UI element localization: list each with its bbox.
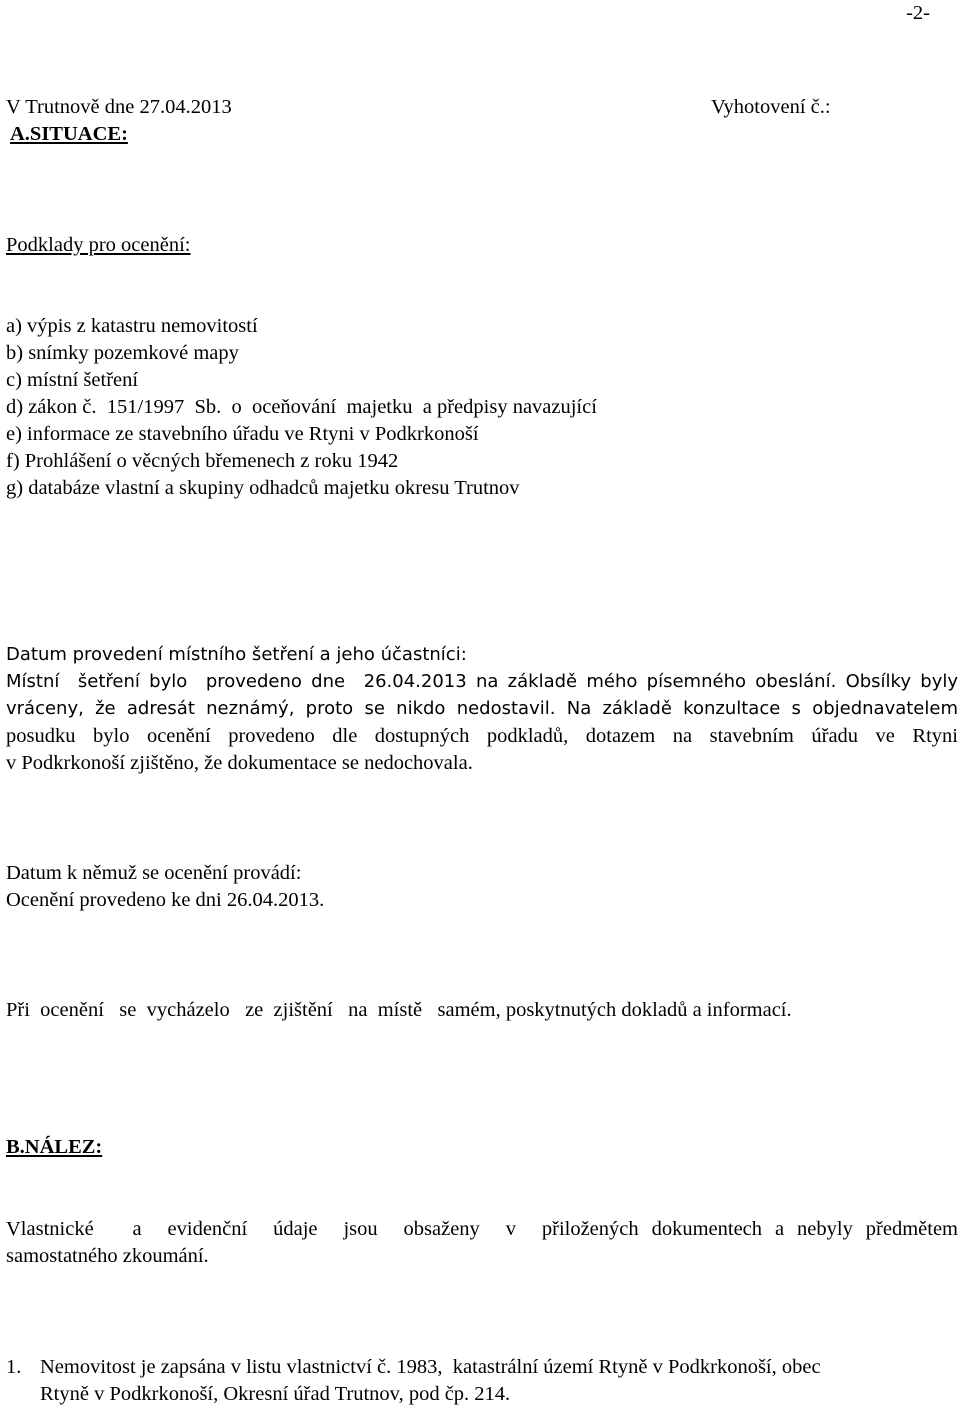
basis-heading: Podklady pro ocenění: (6, 234, 191, 256)
ownership-line-2: samostatného zkoumání. (6, 1245, 209, 1268)
section-b-title: B.NÁLEZ: (6, 1136, 103, 1158)
inspection-line-3: posudku bylo ocenění provedeno dle dostupných podkladů, dotazem na stavebním úřadu ve Rtyni (6, 724, 958, 747)
inspection-line-2: vráceny, že adresát neznámý, proto se nikdo nedostavil. Na základě konzultace s objednavatelem (6, 698, 958, 720)
valuation-date-heading: Datum k němuž se ocenění provádí: (6, 862, 302, 884)
findings-basis: Při ocenění se vycházelo ze zjištění na místě samém, poskytnutých dokladů a informací. (6, 999, 792, 1021)
basis-item-e: e) informace ze stavebního úřadu ve Rtyni v Podkrkonoší (6, 423, 479, 445)
basis-item-a: a) výpis z katastru nemovitostí (6, 315, 258, 337)
item-line-1: Nemovitost je zapsána v listu vlastnictví č. 1983, katastrální území Rtyně v Podkrkonoší, obec (40, 1356, 821, 1378)
basis-item-b: b) snímky pozemkové mapy (6, 342, 239, 364)
inspection-paragraph (6, 668, 958, 777)
inspection-line-4: v Podkrkonoší zjištěno, že dokumentace se nedochovala. (6, 751, 473, 774)
copy-number-label: Vyhotovení č.: (711, 96, 831, 118)
basis-item-f: f) Prohlášení o věcných břemenech z roku 1942 (6, 450, 399, 472)
item-number: 1. (6, 1356, 22, 1378)
basis-item-g: g) databáze vlastní a skupiny odhadců majetku okresu Trutnov (6, 477, 520, 499)
valuation-date-text: Ocenění provedeno ke dni 26.04.2013. (6, 889, 325, 911)
ownership-paragraph (6, 1216, 958, 1271)
inspection-heading: Datum provedení místního šetření a jeho účastníci: (6, 644, 467, 665)
place-date: V Trutnově dne 27.04.2013 (6, 96, 232, 118)
item-line-2: Rtyně v Podkrkonoší, Okresní úřad Trutnov, pod čp. 214. (40, 1383, 511, 1406)
ownership-line-1: Vlastnické a evidenční údaje jsou obsaženy v přiložených dokumentech a nebyly předmětem (6, 1218, 958, 1240)
page-number: -2- (906, 2, 930, 24)
basis-item-d: d) zákon č. 151/1997 Sb. o oceňování majetku a předpisy navazující (6, 396, 597, 418)
inspection-line-1: Místní šetření bylo provedeno dne 26.04.2013 na základě mého písemného obeslání. Obsílky byly (6, 671, 958, 692)
numbered-item-1 (6, 1354, 958, 1409)
section-a-title: A.SITUACE: (10, 123, 128, 145)
basis-item-c: c) místní šetření (6, 369, 139, 391)
